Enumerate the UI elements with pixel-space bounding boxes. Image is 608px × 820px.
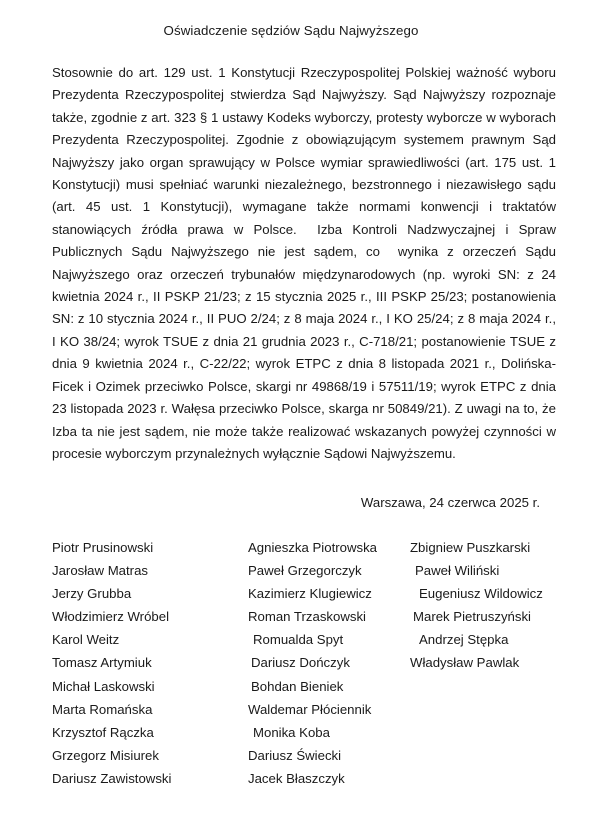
place-and-date: Warszawa, 24 czerwca 2025 r. <box>360 495 540 510</box>
signatory-name: Agnieszka Piotrowska <box>248 540 378 555</box>
signatory-name: Paweł Grzegorczyk <box>248 563 362 579</box>
signatory-name: Andrzej Stępka <box>419 632 509 648</box>
signatory-name: Michał Laskowski <box>52 678 155 694</box>
signatory-name: Jerzy Grubba <box>52 586 132 602</box>
signatory-name: Dariusz Dończyk <box>251 655 350 671</box>
signatory-name: Dariusz Zawistowski <box>52 770 172 786</box>
signatory-name: Marek Pietruszyński <box>413 609 531 625</box>
signatories-column-3 <box>410 536 590 675</box>
signatory-name: Marta Romańska <box>52 701 153 717</box>
signatory-name: Monika Koba <box>253 724 330 740</box>
signatory-name: Jarosław Matras <box>52 563 149 579</box>
signatory-name: Zbigniew Puszkarski <box>410 540 531 555</box>
signatory-name: Kazimierz Klugiewicz <box>248 586 372 602</box>
signatory-name: Romualda Spyt <box>253 632 344 648</box>
signatory-name: Waldemar Płóciennik <box>248 701 372 717</box>
signatory-name: Piotr Prusinowski <box>52 540 154 555</box>
signatories-column-2 <box>248 536 408 790</box>
signatory-name: Krzysztof Rączka <box>52 724 154 740</box>
signatory-name: Eugeniusz Wildowicz <box>419 586 543 602</box>
signatory-name: Bohdan Bieniek <box>251 678 344 694</box>
document-body <box>52 62 560 465</box>
signatory-name: Karol Weitz <box>52 632 120 648</box>
signatory-name: Włodzimierz Wróbel <box>52 609 170 625</box>
body-paragraph: Stosownie do art. 129 ust. 1 Konstytucji Rzeczypospolitej Polskiej ważność wyboru Prezydenta Rzeczypospolitej stwierdza Sąd Najwyższy. Sąd Najwyższy rozpoznaje także, zgodnie z art. 323 § 1 ustawy Kodeks wyborczy, protesty wyborcze w wyborach Prezydenta Rzeczypospolitej. Zgodnie z obowiązującym systemem prawnym Sąd Najwyższy jako organ sprawujący w Polsce wymiar sprawiedliwości (art. 175 ust. 1 Konstytucji) musi spełniać warunki niezależnego, bezstronnego i niezawisłego sądu (art. 45 ust. 1 Konstytucji), wymagane także normami konwencji i traktatów stanowiących źródła prawa w Polsce. Izba Kontroli Nadzwyczajnej i Spraw Publicznych Sądu Najwyższego nie jest sądem, co wynika z orzeczeń Sądu Najwyższego oraz orzeczeń trybunałów międzynarodowych (np. wyroki SN: z 24 kwietnia 2024 r., II PSKP 21/23; z 15 stycznia 2025 r., III PSKP 25/23; postanowienia SN: z 10 stycznia 2024 r., II PUO 2/24; z 8 maja 2024 r., I KO 25/24; z 8 maja 2024 r., I KO 38/24; wyrok TSUE z dnia 21 grudnia 2023 r., C-718/21; postanowienie TSUE z dnia 9 kwietnia 2024 r., C-22/22; wyrok ETPC z dnia 8 listopada 2021 r., Dolińska-Ficek i Ozimek przeciwko Polsce, skargi nr 49868/19 i 57511/19; wyrok ETPC z dnia 23 listopada 2023 r. Wałęsa przeciwko Polsce, skarga nr 50849/21). Z uwagi na to, że Izba ta nie jest sądem, nie może także realizować wskazanych powyżej czynności w procesie wyborczym przynależnych wyłącznie Sądowi Najwyższemu. <box>52 65 560 461</box>
signatory-name: Tomasz Artymiuk <box>52 655 152 671</box>
signatory-name: Dariusz Świecki <box>248 747 342 763</box>
signatory-name: Paweł Wiliński <box>415 563 500 579</box>
signatories-column-1 <box>52 536 242 790</box>
signatory-name: Grzegorz Misiurek <box>52 747 159 763</box>
signatory-name: Władysław Pawlak <box>410 655 520 671</box>
signatory-name: Roman Trzaskowski <box>248 609 366 625</box>
signatories-list <box>0 536 608 820</box>
signatory-name: Jacek Błaszczyk <box>248 770 345 786</box>
page-title: Oświadczenie sędziów Sądu Najwyższego <box>163 23 419 38</box>
